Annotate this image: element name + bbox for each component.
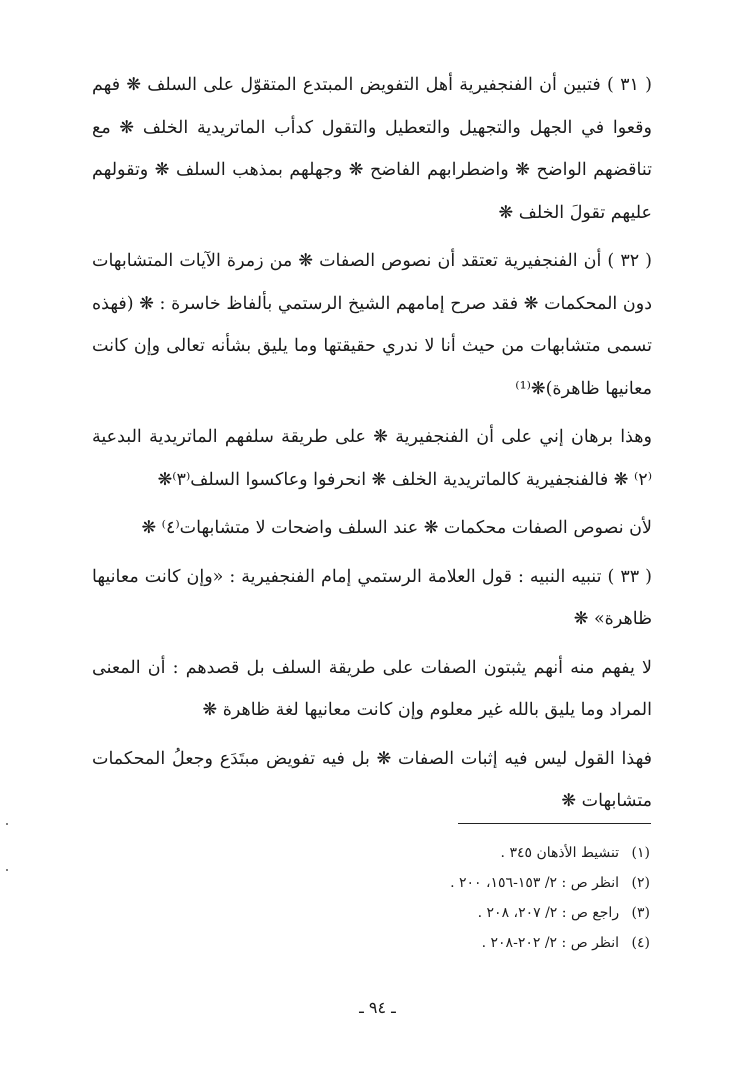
- footnote-number: (١): [631, 845, 650, 861]
- footnote-text: انظر ص : ٢/ ٢٠٢-٢٠٨ .: [481, 935, 620, 951]
- footnote-item: [300, 928, 650, 958]
- paragraph-33: ( ٣٣ ) تنبيه النبيه : قول العلامة الرستمي إمام الفنجفيرية : «وإن كانت معانيها ظاهرة» ❋: [92, 566, 652, 629]
- main-text: [92, 64, 652, 829]
- footnote-number: (٢): [631, 875, 650, 891]
- footnotes: [300, 838, 650, 958]
- paragraph-31: ( ٣١ ) فتبين أن الفنجفيرية أهل التفويض المبتدع المتقوّل على السلف ❋ فهم وقعوا في الجهل والتجهيل والتعطيل والتقول كدأب الماتريدية الخلف ❋ مع تناقضهم الواضح ❋ واضطرابهم الفاضح ❋ وجهلهم بمذهب السلف ❋ وتقولهم عليهم تقولَ الخلف ❋: [92, 75, 652, 223]
- footnote-item: [300, 838, 650, 868]
- paragraph-conclusion: فهذا القول ليس فيه إثبات الصفات ❋ بل فيه تفويض مبتَدَع وجعلُ المحكمات متشابهات ❋: [92, 748, 652, 811]
- paragraph-nusus: لأن نصوص الصفات محكمات ❋ عند السلف واضحات لا متشابهات⁽٤⁾ ❋: [141, 518, 652, 538]
- footnote-text: تنشيط الأذهان ٣٤٥ .: [500, 845, 620, 861]
- scan-speck: [6, 869, 8, 871]
- footnote-number: (٤): [631, 935, 650, 951]
- page-number: ـ ٩٤ ـ: [359, 998, 396, 1017]
- paragraph-32: ( ٣٢ ) أن الفنجفيرية تعتقد أن نصوص الصفات ❋ من زمرة الآيات المتشابهات دون المحكمات ❋ فقد صرح إمامهم الشيخ الرستمي بألفاظ خاسرة : ❋ (فهذه تسمى متشابهات من حيث أنا لا ندري حقيقتها وما يليق بشأنه تعالى وإن كانت معانيها ظاهرة)❋⁽¹⁾: [92, 251, 653, 399]
- paragraph-burhan: وهذا برهان إني على أن الفنجفيرية ❋ على طريقة سلفهم الماتريدية البدعية ⁽٢⁾ ❋ فالفنجفيرية كالماتريدية الخلف ❋ انحرفوا وعاكسوا السلف⁽٣⁾❋: [92, 427, 652, 490]
- footnote-divider: [458, 823, 651, 824]
- footnote-number: (٣): [631, 905, 650, 921]
- footnote-item: [300, 898, 650, 928]
- footnote-item: [300, 868, 650, 898]
- paragraph-la-yufham: لا يفهم منه أنهم يثبتون الصفات على طريقة السلف بل قصدهم : أن المعنى المراد وما يليق بالله غير معلوم وإن كانت معانيها لغة ظاهرة ❋: [92, 657, 652, 720]
- scan-speck: [6, 823, 8, 825]
- footnote-text: انظر ص : ٢/ ١٥٣-١٥٦، ٢٠٠ .: [450, 875, 620, 891]
- footnote-text: راجع ص : ٢/ ٢٠٧، ٢٠٨ .: [477, 905, 620, 921]
